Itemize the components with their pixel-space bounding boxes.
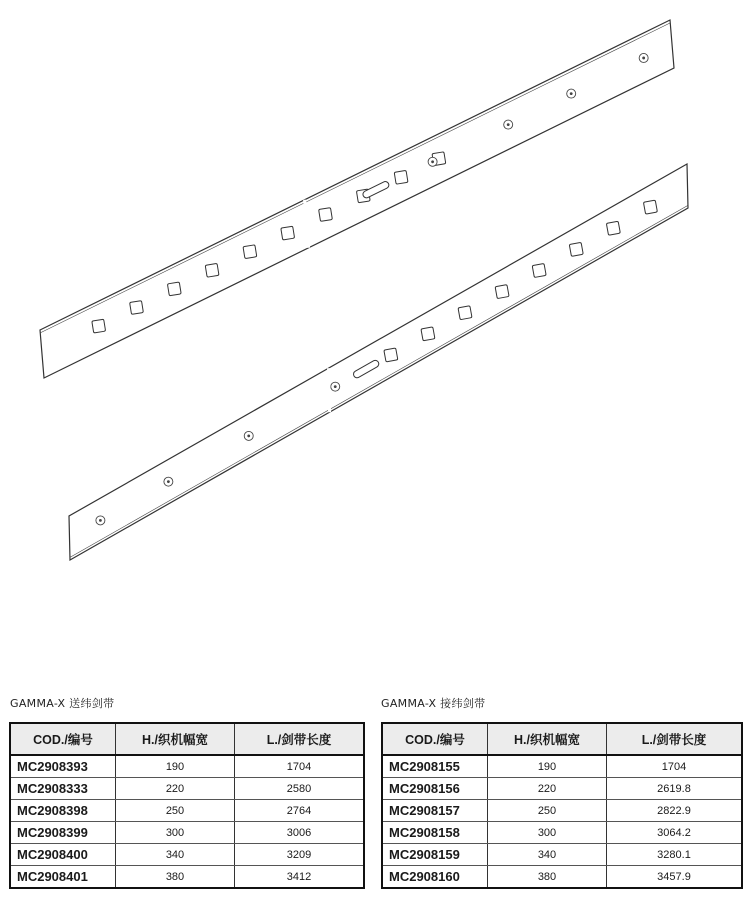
- cell-tape-length: 3006: [235, 822, 365, 844]
- table-row: [382, 866, 742, 889]
- cell-code: MC2908399: [10, 822, 116, 844]
- cell-code: MC2908158: [382, 822, 488, 844]
- table-header-row: [10, 723, 364, 755]
- cell-loom-width: 300: [116, 822, 235, 844]
- cell-loom-width: 340: [116, 844, 235, 866]
- cell-loom-width: 250: [116, 800, 235, 822]
- tape-break: [329, 368, 330, 412]
- rivet-center: [507, 123, 510, 126]
- table-row: [382, 755, 742, 778]
- cell-code: MC2908159: [382, 844, 488, 866]
- tape-slot: [319, 208, 333, 222]
- tape-slot: [495, 285, 509, 299]
- tape-edge-line: [40, 23, 670, 333]
- cell-code: MC2908401: [10, 866, 116, 889]
- receiver-tape-table: [381, 722, 743, 889]
- cell-tape-length: 3064.2: [607, 822, 743, 844]
- tape-slot: [281, 226, 295, 240]
- cell-tape-length: 3412: [235, 866, 365, 889]
- cell-tape-length: 3280.1: [607, 844, 743, 866]
- cell-loom-width: 250: [488, 800, 607, 822]
- cell-loom-width: 300: [488, 822, 607, 844]
- tape-slot: [243, 245, 257, 259]
- tape-slot: [643, 200, 657, 214]
- tape-slot: [130, 301, 144, 315]
- cell-tape-length: 2822.9: [607, 800, 743, 822]
- table-row: [382, 800, 742, 822]
- cell-code: MC2908160: [382, 866, 488, 889]
- table-row: [10, 800, 364, 822]
- tape-slot: [384, 348, 398, 362]
- table-row: [382, 822, 742, 844]
- cell-loom-width: 380: [116, 866, 235, 889]
- rivet-center: [99, 519, 102, 522]
- feeder-rapier-tape: [40, 20, 674, 378]
- col-header-code: COD./编号: [382, 723, 488, 755]
- tape-slot: [167, 282, 181, 296]
- rivet-center: [431, 160, 434, 163]
- cell-tape-length: 1704: [607, 755, 743, 778]
- col-header-code: COD./编号: [10, 723, 116, 755]
- cell-tape-length: 2619.8: [607, 778, 743, 800]
- cell-code: MC2908156: [382, 778, 488, 800]
- rivet-center: [247, 435, 250, 438]
- tape-slot: [606, 221, 620, 235]
- cell-loom-width: 380: [488, 866, 607, 889]
- table-row: [10, 844, 364, 866]
- tape-slot: [532, 263, 546, 277]
- cell-loom-width: 340: [488, 844, 607, 866]
- cell-tape-length: 2580: [235, 778, 365, 800]
- table-row: [382, 844, 742, 866]
- tape-outline: [40, 20, 674, 378]
- col-header-width: H./织机幅宽: [488, 723, 607, 755]
- rivet-center: [570, 92, 573, 95]
- table-row: [10, 755, 364, 778]
- tape-slot: [205, 263, 219, 277]
- tape-slot: [394, 170, 408, 184]
- col-header-width: H./织机幅宽: [116, 723, 235, 755]
- table-row: [382, 778, 742, 800]
- tape-slot: [92, 319, 106, 333]
- cell-code: MC2908157: [382, 800, 488, 822]
- rivet-center: [167, 480, 170, 483]
- cell-tape-length: 3209: [235, 844, 365, 866]
- feeder-tape-table: [9, 722, 365, 889]
- right-section-title: GAMMA-X 接纬剑带: [381, 697, 486, 710]
- rivet-center: [334, 385, 337, 388]
- receiver-rapier-tape: [69, 164, 688, 560]
- tape-slot: [421, 327, 435, 341]
- table-row: [10, 778, 364, 800]
- rivet-center: [642, 57, 645, 60]
- cell-loom-width: 220: [488, 778, 607, 800]
- cell-tape-length: 3457.9: [607, 866, 743, 889]
- table-row: [10, 866, 364, 889]
- table-row: [10, 822, 364, 844]
- cell-tape-length: 2764: [235, 800, 365, 822]
- table-header-row: [382, 723, 742, 755]
- cell-loom-width: 220: [116, 778, 235, 800]
- cell-code: MC2908398: [10, 800, 116, 822]
- cell-code: MC2908400: [10, 844, 116, 866]
- cell-loom-width: 190: [116, 755, 235, 778]
- cell-code: MC2908155: [382, 755, 488, 778]
- col-header-length: L./剑带长度: [607, 723, 743, 755]
- left-section-title: GAMMA-X 送纬剑带: [10, 697, 115, 710]
- cell-tape-length: 1704: [235, 755, 365, 778]
- tape-slot: [458, 306, 472, 320]
- tape-edge-line: [70, 205, 688, 557]
- cell-code: MC2908333: [10, 778, 116, 800]
- tape-slot: [569, 242, 583, 256]
- cell-loom-width: 190: [488, 755, 607, 778]
- cell-code: MC2908393: [10, 755, 116, 778]
- col-header-length: L./剑带长度: [235, 723, 365, 755]
